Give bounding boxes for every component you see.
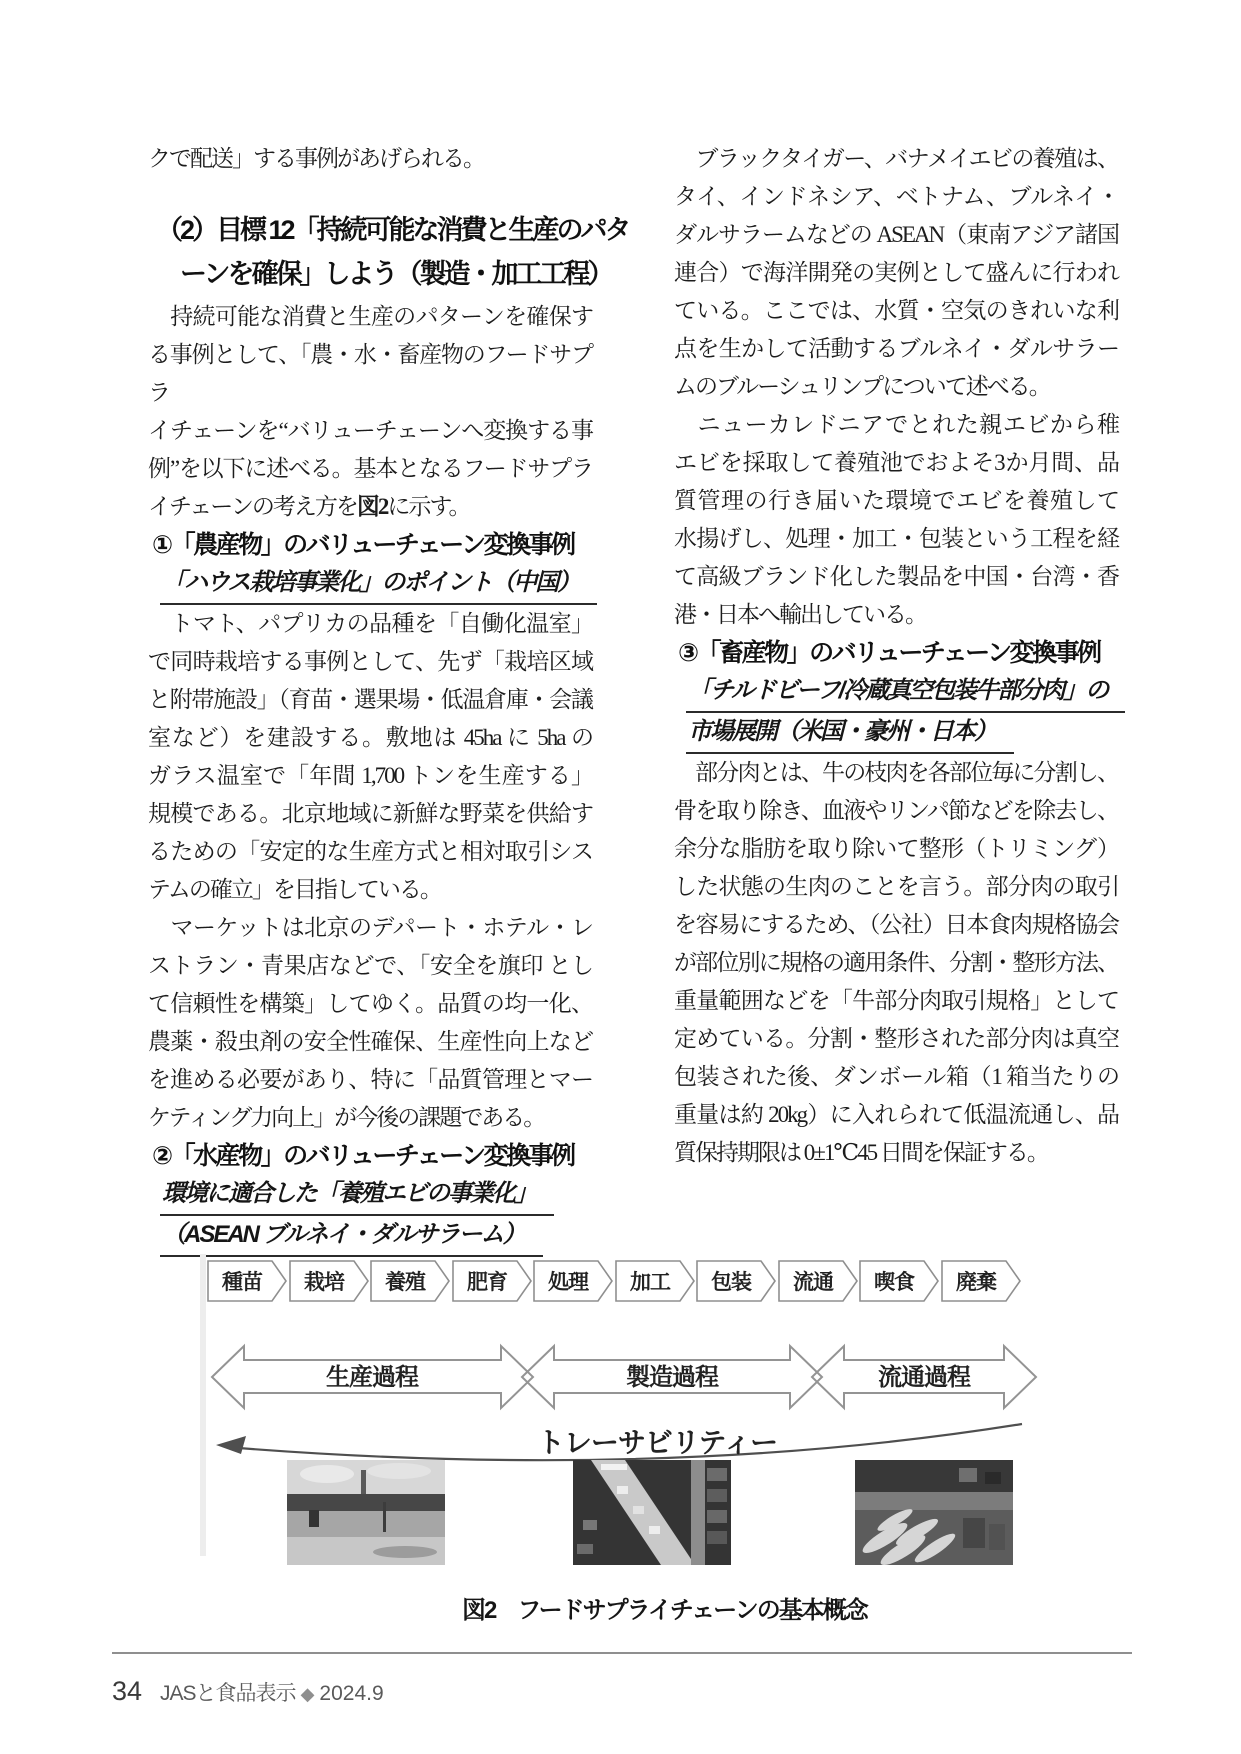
paragraph (148, 298, 592, 526)
text-line: 環境に適合した「養殖エビの事業化」 (160, 1175, 554, 1216)
text-line: て信頼性を構築」してゆく。品質の均一化、 (148, 991, 592, 1016)
item-heading (148, 1137, 592, 1175)
subhead (148, 1175, 592, 1257)
processing-line-photo (573, 1460, 731, 1565)
text-line: クで配送」する事例があげられる。 (148, 146, 484, 171)
paragraph (148, 605, 592, 909)
paragraph (674, 754, 1118, 1172)
text-line: 水揚げし、処理・加工・包装という工程を経 (674, 526, 1118, 551)
text-line: テムの確立」を目指している。 (148, 877, 441, 902)
stage-label: 包装 (711, 1271, 751, 1294)
text-line: 市場展開（米国・豪州・日本） (686, 713, 1014, 754)
heading (156, 208, 629, 296)
text-line: タイ、インドネシア、ベトナム、ブルネイ・ (674, 184, 1118, 209)
text-line: 骨を取り除き、血液やリンパ節などを除去し、 (674, 798, 1118, 823)
text-line: 室など）を建設する。敷地は 45ha に 5ha の (148, 725, 592, 750)
text-line: ①「農産物」のバリューチェーン変換事例 (152, 531, 574, 559)
text-line: ブラックタイガー、バナメイエビの養殖は、 (674, 146, 1118, 171)
stage-label: 喫食 (874, 1271, 914, 1294)
process-label: 製造過程 (626, 1364, 718, 1391)
text-line: トマト、パプリカの品種を「自働化温室」 (148, 611, 592, 636)
right-text-column (674, 140, 1118, 1172)
text-line: るための「安定的な生産方式と相対取引シス (148, 839, 592, 864)
text-line: ケティング力向上」が今後の課題である。 (148, 1105, 545, 1130)
text-line: ③「畜産物」のバリューチェーン変換事例 (678, 639, 1100, 667)
stage-label: 養殖 (385, 1271, 425, 1294)
stage-label: 肥育 (467, 1271, 507, 1294)
text-line: エビを採取して養殖池でおよそ3か月間、品 (674, 450, 1118, 475)
text-line: （2）目標 12「持続可能な消費と生産のパタ (156, 215, 629, 245)
paragraph (148, 140, 592, 178)
text-line: 余分な脂肪を取り除いて整形（トリミング） (674, 836, 1118, 861)
text-line: 持続可能な消費と生産のパターンを確保す (148, 304, 592, 329)
left-arrowhead-icon (216, 1436, 246, 1454)
figure-caption: 図2 フードサプライチェーンの基本概念 (462, 1597, 867, 1624)
left-text-column (148, 140, 629, 1257)
text-line: 連合）で海洋開発の実例として盛んに行われ (674, 260, 1118, 285)
footer-divider (112, 1652, 1132, 1654)
traceability-label: トレーサビリティー (536, 1427, 778, 1458)
text-line: ている。ここでは、水質・空気のきれいな利 (674, 298, 1118, 323)
text-line: ストラン・青果店などで、「安全を旗印 とし (148, 953, 592, 978)
text-line: が部位別に規格の適用条件、分割・整形方法、 (674, 950, 1118, 975)
text-line: 部分肉とは、牛の枝肉を各部位毎に分割し、 (674, 760, 1118, 785)
text-line: 点を生かして活動するブルネイ・ダルサラー (674, 336, 1118, 361)
issue-date: 2024.9 (319, 1682, 384, 1705)
page-number: 34 (112, 1676, 143, 1706)
process-label: 流通過程 (878, 1364, 970, 1391)
text-line: ムのブルーシュリンプについて述べる。 (674, 374, 1050, 399)
text-line: 「ハウス栽培事業化」のポイント（中国） (160, 564, 597, 605)
text-line: 規模である。北京地域に新鮮な野菜を供給す (148, 801, 592, 826)
text-line: イチェーンの考え方を図2に示す。 (148, 494, 470, 519)
text-line: マーケットは北京のデパート・ホテル・レ (148, 915, 592, 940)
diamond-icon: ◆ (300, 1684, 315, 1704)
text-line: 質管理の行き届いた環境でエビを養殖して (674, 488, 1118, 513)
text-line: 質保持期限は 0±1℃45 日間を保証する。 (674, 1140, 1048, 1165)
stage-label: 栽培 (304, 1271, 344, 1294)
text-line: て高級ブランド化した製品を中国・台湾・香 (674, 564, 1118, 589)
stage-label: 流通 (793, 1271, 833, 1294)
text-line: 農薬・殺虫剤の安全性確保、生産性向上など (148, 1029, 592, 1054)
supply-chain-svg (200, 1248, 1040, 1568)
text-line: 例”を以下に述べる。基本となるフードサプラ (148, 456, 592, 481)
journal-title: JASと食品表示 (160, 1682, 296, 1705)
text-line: 「チルドビーフ/冷蔵真空包装牛部分肉」の (686, 672, 1125, 713)
paragraph (148, 909, 592, 1137)
scan-edge (200, 1254, 206, 1556)
paragraph (674, 140, 1118, 406)
text-line: ニューカレドニアでとれた親エビから稚 (674, 412, 1118, 437)
text-line: イチェーンを“バリューチェーンへ変換する事 (148, 418, 592, 443)
text-line: ダルサラームなどの ASEAN（東南アジア諸国 (674, 222, 1118, 247)
text-line: る事例として、「農・水・畜産物のフードサプラ (148, 342, 592, 405)
text-line: した状態の生肉のことを言う。部分肉の取引 (674, 874, 1118, 899)
text-line: と附帯施設」（育苗・選果場・低温倉庫・会議 (148, 687, 592, 712)
text-line: ガラス温室で「年間 1,700 トンを生産する」 (148, 763, 592, 788)
stage-label: 処理 (548, 1271, 588, 1294)
page-footer (112, 1676, 384, 1707)
text-line: 重量は約 20kg）に入れられて低温流通し、品 (674, 1102, 1118, 1127)
subhead (674, 672, 1118, 754)
wholesale-market-photo (855, 1460, 1013, 1568)
text-line: 港・日本へ輸出している。 (674, 602, 926, 627)
text-line: 重量範囲などを「牛部分肉取引規格」として (674, 988, 1118, 1013)
text-line: を容易にするため、（公社）日本食肉規格協会 (674, 912, 1118, 937)
subhead (148, 564, 592, 605)
process-label: 生産過程 (326, 1364, 418, 1391)
text-line: （ASEAN ブルネイ・ダルサラーム） (160, 1216, 543, 1257)
text-line: 包装された後、ダンボール箱（1 箱当たりの (674, 1064, 1118, 1089)
text-line: で同時栽培する事例として、先ず「栽培区域 (148, 649, 592, 674)
process-labels (326, 1363, 971, 1391)
stage-label: 加工 (630, 1271, 670, 1294)
item-heading (148, 526, 592, 564)
stage-label: 廃棄 (956, 1271, 996, 1294)
text-line: を進める必要があり、特に「品質管理とマー (148, 1067, 592, 1092)
text-line: ーンを確保」しよう（製造・加工工程） (156, 259, 612, 289)
item-heading (674, 634, 1118, 672)
stage-label: 種苗 (222, 1271, 262, 1294)
pond-aquaculture-photo (287, 1460, 445, 1565)
text-line: ②「水産物」のバリューチェーン変換事例 (152, 1142, 574, 1170)
text-line: 定めている。分割・整形された部分肉は真空 (674, 1026, 1118, 1051)
figure-2-diagram (200, 1248, 1040, 1568)
paragraph (674, 406, 1118, 634)
